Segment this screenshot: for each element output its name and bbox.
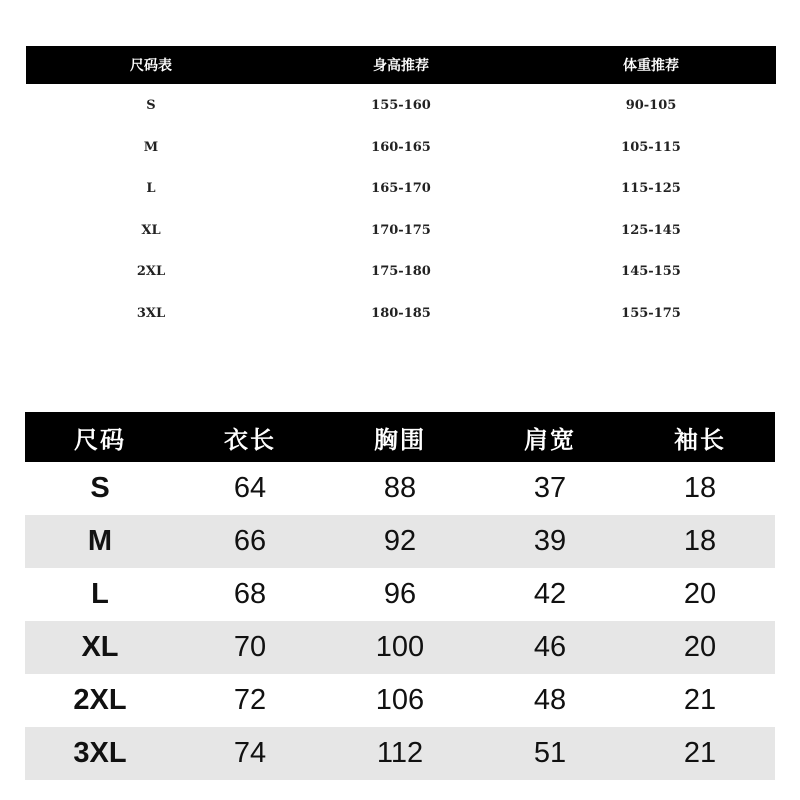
cell-shoulder: 37 [533,472,567,504]
table-row [25,462,775,515]
header-height-recommend: 身高推荐 [373,58,429,74]
table-row [25,674,775,727]
cell-chest: 106 [375,684,425,716]
cell-weight: 105-115 [621,139,681,155]
cell-sleeve: 20 [683,578,717,610]
cell-height: 180-185 [371,305,431,321]
measurement-table [25,412,775,780]
cell-weight: 145-155 [621,264,681,280]
cell-chest: 88 [383,472,417,504]
cell-shoulder: 51 [533,737,567,769]
table-row [26,293,776,335]
cell-size: M [87,525,113,557]
recommendation-table-header [26,46,776,84]
cell-height: 155-160 [371,98,431,114]
cell-sleeve: 20 [683,631,717,663]
cell-length: 64 [233,472,267,504]
cell-sleeve: 18 [683,472,717,504]
header-chest: 胸围 [374,425,426,454]
cell-size: 3XL [136,305,166,321]
cell-shoulder: 48 [533,684,567,716]
cell-height: 165-170 [371,181,431,197]
cell-length: 70 [233,631,267,663]
cell-height: 170-175 [371,222,431,238]
cell-chest: 112 [376,737,424,769]
header-size-chart: 尺码表 [130,58,172,74]
cell-sleeve: 21 [683,684,717,716]
header-shoulder: 肩宽 [524,425,576,454]
cell-chest: 96 [383,578,417,610]
cell-size: S [90,472,110,504]
measurement-table-header [25,412,775,462]
table-row [26,85,776,127]
table-row [25,621,775,674]
cell-sleeve: 18 [683,525,717,557]
cell-length: 68 [233,578,267,610]
cell-shoulder: 39 [533,525,567,557]
table-row [26,127,776,169]
cell-size: XL [141,222,161,238]
cell-size: 2XL [73,684,127,716]
header-sleeve: 袖长 [674,425,726,454]
table-row [25,515,775,568]
header-size: 尺码 [74,425,126,454]
table-row [26,168,776,210]
cell-weight: 115-125 [621,181,681,197]
cell-size: L [146,181,156,197]
table-row [25,727,775,780]
recommendation-table [26,46,776,334]
table-row [25,568,775,621]
cell-size: S [146,98,156,114]
cell-weight: 155-175 [621,305,681,321]
cell-weight: 125-145 [621,222,681,238]
cell-height: 160-165 [371,139,431,155]
cell-size: 2XL [136,264,166,280]
table-row [26,210,776,252]
cell-size: M [143,139,159,155]
cell-size: XL [81,631,119,663]
cell-chest: 92 [383,525,417,557]
cell-sleeve: 21 [683,737,717,769]
cell-size: L [91,578,109,610]
cell-length: 72 [233,684,267,716]
cell-shoulder: 42 [533,578,567,610]
cell-length: 74 [233,737,267,769]
cell-height: 175-180 [371,264,431,280]
table-row [26,251,776,293]
cell-chest: 100 [375,631,425,663]
cell-size: 3XL [73,737,127,769]
header-length: 衣长 [224,425,276,454]
cell-shoulder: 46 [533,631,567,663]
cell-weight: 90-105 [625,98,677,114]
header-weight-recommend: 体重推荐 [623,58,679,74]
cell-length: 66 [233,525,267,557]
